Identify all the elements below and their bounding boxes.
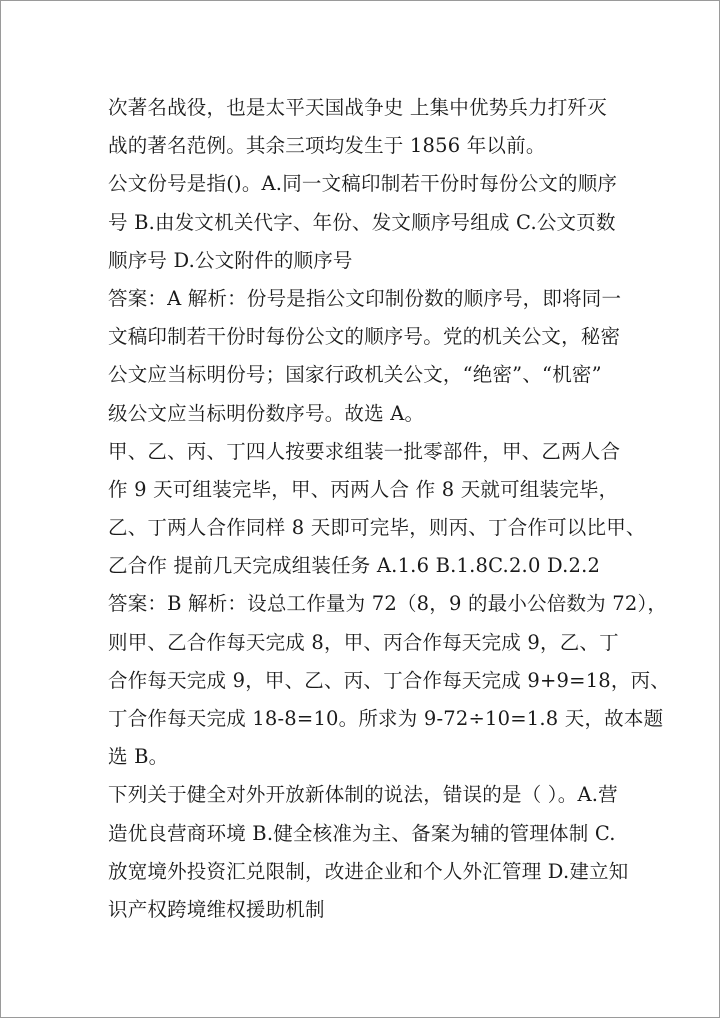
document-body [108, 89, 718, 929]
text-line: 文稿印制若干份时每份公文的顺序号。党的机关公文，秘密 [108, 325, 621, 349]
text-line: 公文应当标明份号；国家行政机关公文，“绝密”、“机密” [108, 363, 602, 387]
text-line: 次著名战役，也是太平天国战争史 上集中优势兵力打歼灭 [108, 96, 607, 119]
text-line: 选 B。 [108, 745, 169, 769]
text-line: 答案：B 解析：设总工作量为 72（8，9 的最小公倍数为 72）， [108, 592, 668, 616]
text-line: 甲、乙、丙、丁四人按要求组装一批零部件，甲、乙两人合 [108, 439, 621, 463]
text-line: 作 9 天可组装完毕，甲、丙两人合 作 8 天就可组装完毕， [108, 477, 619, 501]
text-line: 战的著名范例。其余三项均发生于 1856 年以前。 [108, 134, 546, 158]
text-line: 放宽境外投资汇兑限制，改进企业和个人外汇管理 D.建立知 [108, 859, 629, 883]
text-line: 乙、丁两人合作同样 8 天即可完毕，则丙、丁合作可以比甲、 [108, 516, 646, 540]
text-line: 下列关于健全对外开放新体制的说法，错误的是（ ）。A.营 [108, 783, 618, 807]
text-line: 乙合作 提前几天完成组装任务 A.1.6 B.1.8C.2.0 D.2.2 [108, 554, 601, 578]
text-line: 顺序号 D.公文附件的顺序号 [108, 248, 353, 272]
text-line: 号 B.由发文机关代字、年份、发文顺序号组成 C.公文页数 [108, 210, 616, 234]
text-line: 丁合作每天完成 18-8=10。所求为 9-72÷10=1.8 天，故本题 [108, 707, 664, 730]
text-line: 公文份号是指()。A.同一文稿印制若干份时每份公文的顺序 [108, 172, 618, 196]
text-line: 合作每天完成 9，甲、乙、丙、丁合作每天完成 9+9=18，丙、 [108, 668, 671, 692]
text-line: 答案：A 解析：份号是指公文印制份数的顺序号，即将同一 [108, 286, 622, 310]
text-line: 识产权跨境维权援助机制 [108, 897, 325, 921]
text-line: 级公文应当标明份数序号。故选 A。 [108, 401, 425, 425]
text-line: 则甲、乙合作每天完成 8，甲、丙合作每天完成 9，乙、丁 [108, 630, 619, 654]
text-line: 造优良营商环境 B.健全核准为主、备案为辅的管理体制 C. [108, 821, 616, 845]
